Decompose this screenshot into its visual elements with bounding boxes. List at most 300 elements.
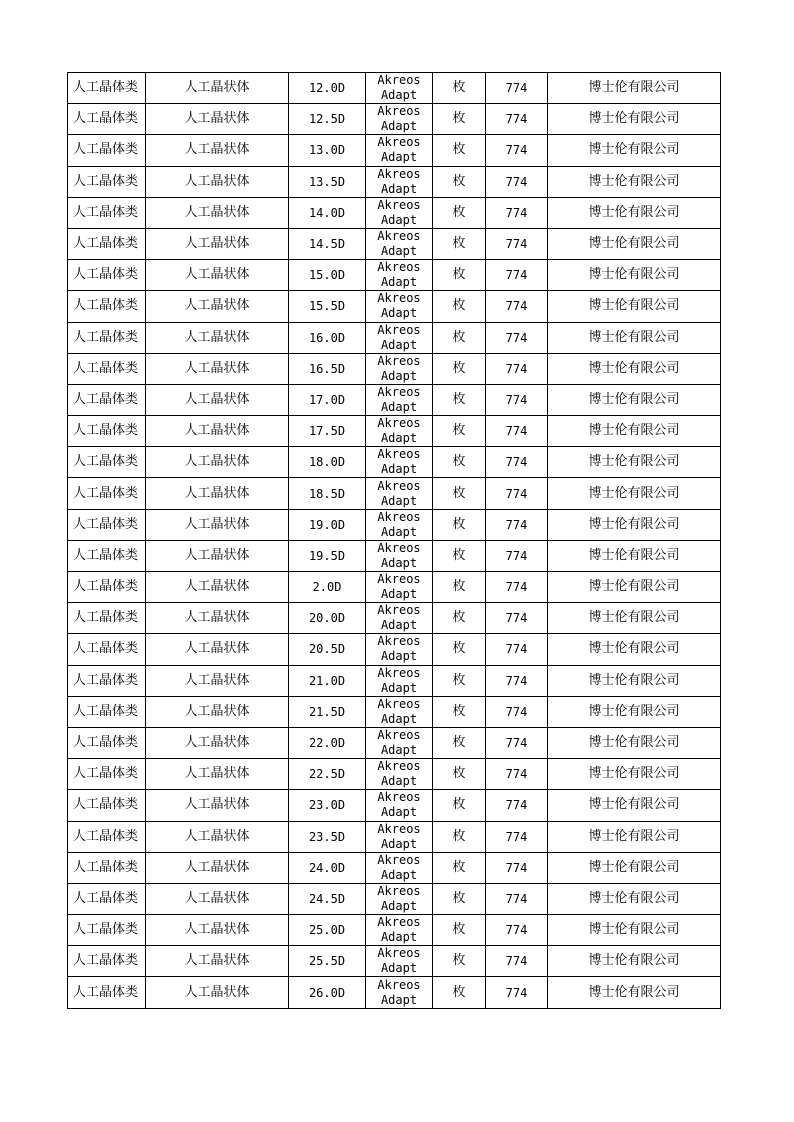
product-name-cell: 人工晶状体	[146, 73, 289, 104]
table-row	[68, 946, 721, 977]
product-name-cell: 人工晶状体	[146, 478, 289, 509]
unit-cell: 枚	[433, 946, 486, 977]
product-name-cell: 人工晶状体	[146, 790, 289, 821]
spec-cell: 14.0D	[289, 197, 366, 228]
model-line: Akreos	[377, 509, 421, 524]
model-cell	[366, 603, 433, 634]
product-name-cell: 人工晶状体	[146, 572, 289, 603]
model-line: Adapt	[380, 493, 418, 508]
product-name-cell: 人工晶状体	[146, 821, 289, 852]
company-cell: 博士伦有限公司	[548, 759, 721, 790]
product-name-cell: 人工晶状体	[146, 665, 289, 696]
product-name-cell: 人工晶状体	[146, 946, 289, 977]
price-cell: 774	[486, 478, 548, 509]
category-cell: 人工晶体类	[68, 977, 146, 1008]
company-cell: 博士伦有限公司	[548, 727, 721, 758]
model-line: Adapt	[380, 431, 418, 446]
price-cell: 774	[486, 883, 548, 914]
price-table	[67, 72, 721, 1009]
category-cell: 人工晶体类	[68, 915, 146, 946]
model-cell	[366, 696, 433, 727]
table-row	[68, 384, 721, 415]
unit-cell: 枚	[433, 790, 486, 821]
unit-cell: 枚	[433, 73, 486, 104]
company-cell: 博士伦有限公司	[548, 447, 721, 478]
model-cell	[366, 384, 433, 415]
company-cell: 博士伦有限公司	[548, 509, 721, 540]
unit-cell: 枚	[433, 509, 486, 540]
company-cell: 博士伦有限公司	[548, 73, 721, 104]
price-cell: 774	[486, 946, 548, 977]
product-name-cell: 人工晶状体	[146, 291, 289, 322]
unit-cell: 枚	[433, 447, 486, 478]
table-row	[68, 353, 721, 384]
model-cell	[366, 821, 433, 852]
category-cell: 人工晶体类	[68, 946, 146, 977]
company-cell: 博士伦有限公司	[548, 665, 721, 696]
model-cell	[366, 291, 433, 322]
unit-cell: 枚	[433, 322, 486, 353]
table-row	[68, 447, 721, 478]
model-cell	[366, 166, 433, 197]
table-row	[68, 135, 721, 166]
price-cell: 774	[486, 977, 548, 1008]
category-cell: 人工晶体类	[68, 665, 146, 696]
company-cell: 博士伦有限公司	[548, 228, 721, 259]
model-cell	[366, 759, 433, 790]
spec-cell: 21.5D	[289, 696, 366, 727]
spec-cell: 16.0D	[289, 322, 366, 353]
category-cell: 人工晶体类	[68, 104, 146, 135]
model-cell	[366, 665, 433, 696]
model-line: Akreos	[377, 665, 421, 680]
table-row	[68, 883, 721, 914]
company-cell: 博士伦有限公司	[548, 883, 721, 914]
price-cell: 774	[486, 322, 548, 353]
unit-cell: 枚	[433, 696, 486, 727]
unit-cell: 枚	[433, 384, 486, 415]
product-name-cell: 人工晶状体	[146, 260, 289, 291]
company-cell: 博士伦有限公司	[548, 852, 721, 883]
product-name-cell: 人工晶状体	[146, 447, 289, 478]
price-cell: 774	[486, 540, 548, 571]
table-row	[68, 821, 721, 852]
unit-cell: 枚	[433, 821, 486, 852]
table-row	[68, 977, 721, 1008]
spec-cell: 15.0D	[289, 260, 366, 291]
spec-cell: 2.0D	[289, 572, 366, 603]
company-cell: 博士伦有限公司	[548, 135, 721, 166]
unit-cell: 枚	[433, 540, 486, 571]
model-line: Adapt	[380, 399, 418, 414]
product-name-cell: 人工晶状体	[146, 603, 289, 634]
price-cell: 774	[486, 291, 548, 322]
category-cell: 人工晶体类	[68, 478, 146, 509]
price-cell: 774	[486, 572, 548, 603]
model-line: Adapt	[380, 898, 418, 913]
spec-cell: 25.0D	[289, 915, 366, 946]
spec-cell: 26.0D	[289, 977, 366, 1008]
product-name-cell: 人工晶状体	[146, 883, 289, 914]
model-line: Adapt	[380, 774, 418, 789]
unit-cell: 枚	[433, 260, 486, 291]
category-cell: 人工晶体类	[68, 135, 146, 166]
product-name-cell: 人工晶状体	[146, 634, 289, 665]
price-cell: 774	[486, 665, 548, 696]
model-line: Adapt	[380, 150, 418, 165]
model-line: Adapt	[380, 743, 418, 758]
model-line: Adapt	[380, 618, 418, 633]
table-row	[68, 228, 721, 259]
company-cell: 博士伦有限公司	[548, 821, 721, 852]
product-name-cell: 人工晶状体	[146, 977, 289, 1008]
model-line: Akreos	[377, 260, 421, 275]
unit-cell: 枚	[433, 665, 486, 696]
category-cell: 人工晶体类	[68, 727, 146, 758]
price-cell: 774	[486, 915, 548, 946]
price-cell: 774	[486, 603, 548, 634]
table-row	[68, 790, 721, 821]
company-cell: 博士伦有限公司	[548, 634, 721, 665]
unit-cell: 枚	[433, 915, 486, 946]
unit-cell: 枚	[433, 166, 486, 197]
unit-cell: 枚	[433, 135, 486, 166]
model-line: Akreos	[377, 478, 421, 493]
company-cell: 博士伦有限公司	[548, 197, 721, 228]
model-line: Akreos	[377, 634, 421, 649]
category-cell: 人工晶体类	[68, 447, 146, 478]
unit-cell: 枚	[433, 416, 486, 447]
model-line: Akreos	[377, 166, 421, 181]
model-cell	[366, 946, 433, 977]
table-row	[68, 572, 721, 603]
company-cell: 博士伦有限公司	[548, 260, 721, 291]
model-cell	[366, 852, 433, 883]
model-line: Adapt	[380, 587, 418, 602]
company-cell: 博士伦有限公司	[548, 946, 721, 977]
model-line: Akreos	[377, 696, 421, 711]
product-name-cell: 人工晶状体	[146, 509, 289, 540]
model-line: Akreos	[377, 416, 421, 431]
model-cell	[366, 104, 433, 135]
model-cell	[366, 197, 433, 228]
table-row	[68, 759, 721, 790]
spec-cell: 21.0D	[289, 665, 366, 696]
company-cell: 博士伦有限公司	[548, 166, 721, 197]
model-line: Adapt	[380, 275, 418, 290]
price-cell: 774	[486, 197, 548, 228]
category-cell: 人工晶体类	[68, 197, 146, 228]
category-cell: 人工晶体类	[68, 759, 146, 790]
model-line: Adapt	[380, 368, 418, 383]
model-line: Adapt	[380, 88, 418, 103]
model-line: Adapt	[380, 680, 418, 695]
product-name-cell: 人工晶状体	[146, 228, 289, 259]
model-cell	[366, 727, 433, 758]
model-cell	[366, 883, 433, 914]
model-line: Akreos	[377, 572, 421, 587]
product-name-cell: 人工晶状体	[146, 852, 289, 883]
price-cell: 774	[486, 416, 548, 447]
spec-cell: 13.0D	[289, 135, 366, 166]
table-row	[68, 166, 721, 197]
model-line: Akreos	[377, 291, 421, 306]
category-cell: 人工晶体类	[68, 166, 146, 197]
price-cell: 774	[486, 353, 548, 384]
product-name-cell: 人工晶状体	[146, 197, 289, 228]
unit-cell: 枚	[433, 977, 486, 1008]
table-row	[68, 416, 721, 447]
price-cell: 774	[486, 447, 548, 478]
model-line: Adapt	[380, 805, 418, 820]
category-cell: 人工晶体类	[68, 353, 146, 384]
company-cell: 博士伦有限公司	[548, 572, 721, 603]
price-cell: 774	[486, 727, 548, 758]
model-line: Akreos	[377, 821, 421, 836]
price-cell: 774	[486, 135, 548, 166]
unit-cell: 枚	[433, 478, 486, 509]
model-cell	[366, 915, 433, 946]
category-cell: 人工晶体类	[68, 540, 146, 571]
spec-cell: 12.0D	[289, 73, 366, 104]
spec-cell: 19.0D	[289, 509, 366, 540]
model-line: Akreos	[377, 977, 421, 992]
product-name-cell: 人工晶状体	[146, 727, 289, 758]
price-cell: 774	[486, 759, 548, 790]
model-cell	[366, 572, 433, 603]
model-cell	[366, 228, 433, 259]
price-cell: 774	[486, 790, 548, 821]
product-name-cell: 人工晶状体	[146, 353, 289, 384]
product-name-cell: 人工晶状体	[146, 915, 289, 946]
model-line: Akreos	[377, 540, 421, 555]
model-line: Adapt	[380, 930, 418, 945]
unit-cell: 枚	[433, 634, 486, 665]
table-row	[68, 696, 721, 727]
model-cell	[366, 322, 433, 353]
product-name-cell: 人工晶状体	[146, 540, 289, 571]
company-cell: 博士伦有限公司	[548, 977, 721, 1008]
model-line: Akreos	[377, 104, 421, 119]
price-cell: 774	[486, 228, 548, 259]
model-line: Akreos	[377, 728, 421, 743]
model-line: Akreos	[377, 322, 421, 337]
spec-cell: 25.5D	[289, 946, 366, 977]
price-cell: 774	[486, 821, 548, 852]
model-cell	[366, 790, 433, 821]
spec-cell: 12.5D	[289, 104, 366, 135]
spec-cell: 18.0D	[289, 447, 366, 478]
unit-cell: 枚	[433, 228, 486, 259]
table-row	[68, 727, 721, 758]
product-name-cell: 人工晶状体	[146, 416, 289, 447]
unit-cell: 枚	[433, 104, 486, 135]
model-line: Akreos	[377, 384, 421, 399]
model-line: Akreos	[377, 73, 421, 88]
price-cell: 774	[486, 509, 548, 540]
model-line: Akreos	[377, 603, 421, 618]
spec-cell: 22.0D	[289, 727, 366, 758]
table-row	[68, 852, 721, 883]
spec-cell: 24.0D	[289, 852, 366, 883]
table-row	[68, 634, 721, 665]
unit-cell: 枚	[433, 603, 486, 634]
category-cell: 人工晶体类	[68, 291, 146, 322]
table-row	[68, 665, 721, 696]
model-cell	[366, 509, 433, 540]
model-line: Adapt	[380, 212, 418, 227]
company-cell: 博士伦有限公司	[548, 291, 721, 322]
price-cell: 774	[486, 384, 548, 415]
price-cell: 774	[486, 696, 548, 727]
product-name-cell: 人工晶状体	[146, 384, 289, 415]
spec-cell: 24.5D	[289, 883, 366, 914]
model-line: Akreos	[377, 852, 421, 867]
product-name-cell: 人工晶状体	[146, 759, 289, 790]
category-cell: 人工晶体类	[68, 384, 146, 415]
spec-cell: 17.0D	[289, 384, 366, 415]
table-row	[68, 104, 721, 135]
company-cell: 博士伦有限公司	[548, 603, 721, 634]
price-cell: 774	[486, 166, 548, 197]
company-cell: 博士伦有限公司	[548, 696, 721, 727]
model-line: Adapt	[380, 244, 418, 259]
unit-cell: 枚	[433, 883, 486, 914]
model-line: Adapt	[380, 524, 418, 539]
model-line: Adapt	[380, 337, 418, 352]
model-line: Akreos	[377, 135, 421, 150]
company-cell: 博士伦有限公司	[548, 104, 721, 135]
table-row	[68, 478, 721, 509]
category-cell: 人工晶体类	[68, 416, 146, 447]
table-row	[68, 915, 721, 946]
product-name-cell: 人工晶状体	[146, 135, 289, 166]
model-line: Adapt	[380, 555, 418, 570]
model-line: Akreos	[377, 447, 421, 462]
spec-cell: 19.5D	[289, 540, 366, 571]
model-line: Adapt	[380, 961, 418, 976]
category-cell: 人工晶体类	[68, 821, 146, 852]
spec-cell: 22.5D	[289, 759, 366, 790]
model-line: Akreos	[377, 197, 421, 212]
unit-cell: 枚	[433, 727, 486, 758]
table-row	[68, 509, 721, 540]
unit-cell: 枚	[433, 572, 486, 603]
table-row	[68, 197, 721, 228]
spec-cell: 20.0D	[289, 603, 366, 634]
category-cell: 人工晶体类	[68, 883, 146, 914]
company-cell: 博士伦有限公司	[548, 322, 721, 353]
category-cell: 人工晶体类	[68, 634, 146, 665]
table-row	[68, 73, 721, 104]
model-cell	[366, 260, 433, 291]
price-table-body	[68, 73, 721, 1009]
model-line: Adapt	[380, 836, 418, 851]
model-line: Adapt	[380, 867, 418, 882]
product-name-cell: 人工晶状体	[146, 166, 289, 197]
spec-cell: 23.0D	[289, 790, 366, 821]
category-cell: 人工晶体类	[68, 322, 146, 353]
spec-cell: 23.5D	[289, 821, 366, 852]
spec-cell: 15.5D	[289, 291, 366, 322]
table-row	[68, 603, 721, 634]
model-line: Adapt	[380, 306, 418, 321]
category-cell: 人工晶体类	[68, 790, 146, 821]
model-line: Akreos	[377, 229, 421, 244]
model-line: Akreos	[377, 946, 421, 961]
company-cell: 博士伦有限公司	[548, 416, 721, 447]
model-cell	[366, 478, 433, 509]
category-cell: 人工晶体类	[68, 228, 146, 259]
category-cell: 人工晶体类	[68, 603, 146, 634]
model-line: Adapt	[380, 649, 418, 664]
price-cell: 774	[486, 260, 548, 291]
company-cell: 博士伦有限公司	[548, 478, 721, 509]
model-line: Adapt	[380, 992, 418, 1007]
category-cell: 人工晶体类	[68, 260, 146, 291]
company-cell: 博士伦有限公司	[548, 540, 721, 571]
model-line: Akreos	[377, 790, 421, 805]
spec-cell: 17.5D	[289, 416, 366, 447]
model-line: Akreos	[377, 759, 421, 774]
category-cell: 人工晶体类	[68, 509, 146, 540]
company-cell: 博士伦有限公司	[548, 915, 721, 946]
model-cell	[366, 416, 433, 447]
unit-cell: 枚	[433, 197, 486, 228]
unit-cell: 枚	[433, 353, 486, 384]
model-cell	[366, 73, 433, 104]
category-cell: 人工晶体类	[68, 852, 146, 883]
product-name-cell: 人工晶状体	[146, 322, 289, 353]
category-cell: 人工晶体类	[68, 73, 146, 104]
price-cell: 774	[486, 634, 548, 665]
price-cell: 774	[486, 852, 548, 883]
table-row	[68, 260, 721, 291]
model-line: Adapt	[380, 119, 418, 134]
model-cell	[366, 634, 433, 665]
unit-cell: 枚	[433, 291, 486, 322]
model-line: Adapt	[380, 711, 418, 726]
product-name-cell: 人工晶状体	[146, 696, 289, 727]
model-cell	[366, 353, 433, 384]
product-name-cell: 人工晶状体	[146, 104, 289, 135]
model-cell	[366, 447, 433, 478]
spec-cell: 20.5D	[289, 634, 366, 665]
spec-cell: 18.5D	[289, 478, 366, 509]
model-line: Adapt	[380, 181, 418, 196]
category-cell: 人工晶体类	[68, 696, 146, 727]
model-cell	[366, 135, 433, 166]
table-row	[68, 322, 721, 353]
model-line: Akreos	[377, 915, 421, 930]
spec-cell: 13.5D	[289, 166, 366, 197]
model-line: Adapt	[380, 462, 418, 477]
company-cell: 博士伦有限公司	[548, 790, 721, 821]
price-cell: 774	[486, 104, 548, 135]
category-cell: 人工晶体类	[68, 572, 146, 603]
table-row	[68, 540, 721, 571]
spec-cell: 16.5D	[289, 353, 366, 384]
model-line: Akreos	[377, 883, 421, 898]
spec-cell: 14.5D	[289, 228, 366, 259]
table-row	[68, 291, 721, 322]
unit-cell: 枚	[433, 852, 486, 883]
model-cell	[366, 977, 433, 1008]
company-cell: 博士伦有限公司	[548, 353, 721, 384]
model-line: Akreos	[377, 353, 421, 368]
company-cell: 博士伦有限公司	[548, 384, 721, 415]
model-cell	[366, 540, 433, 571]
